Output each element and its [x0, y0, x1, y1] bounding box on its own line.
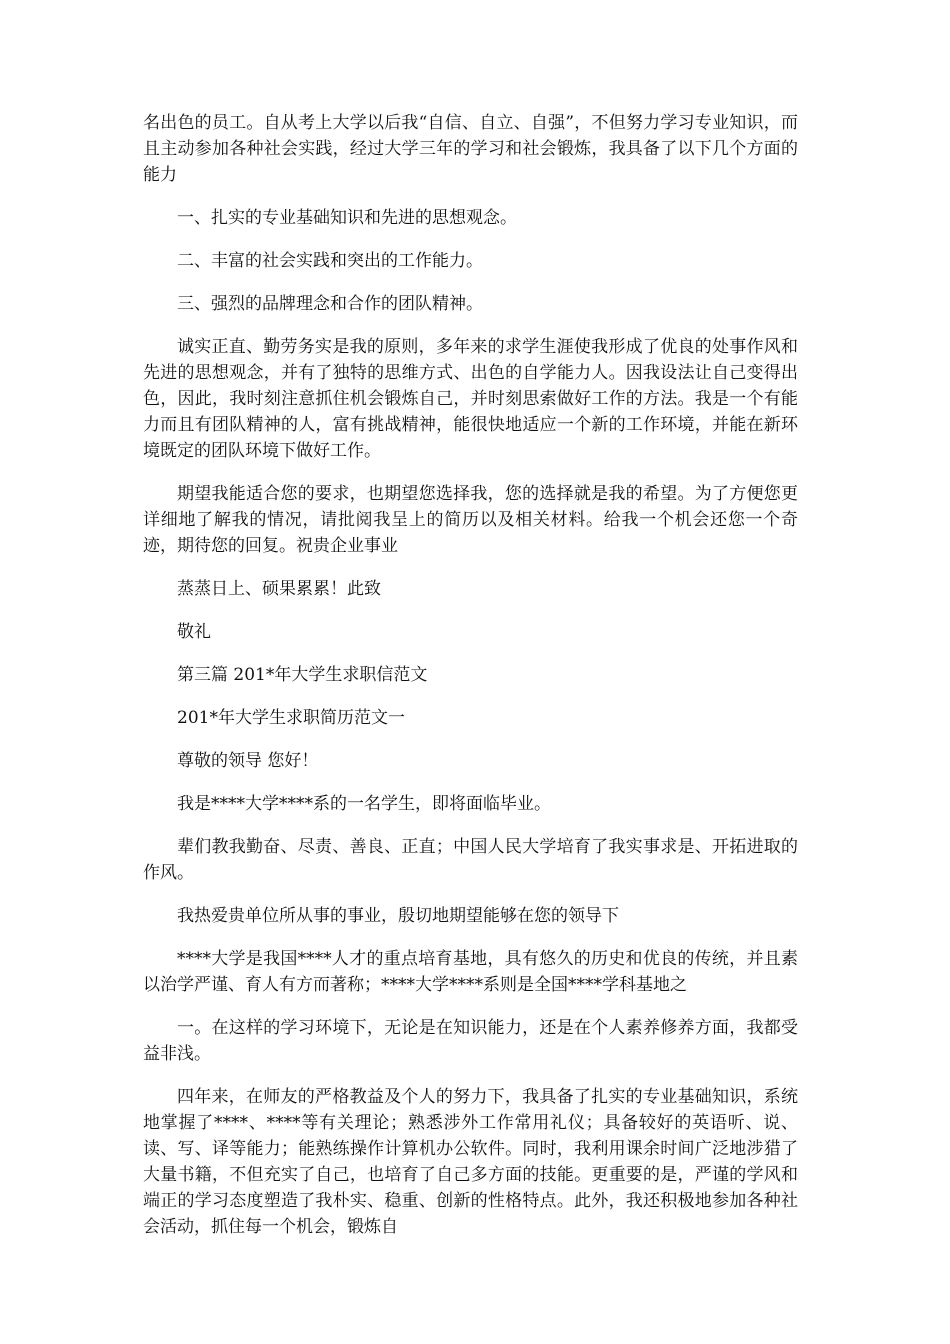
ability-item-3: 三、强烈的品牌理念和合作的团队精神。 [177, 294, 483, 314]
paragraph-teachers: 辈们教我勤奋、尽责、善良、正直；中国人民大学培育了我实事求是、开拓进取的作风。 [143, 837, 798, 883]
paragraph-passion: 我热爱贵单位所从事的事业，殷切地期望能够在您的领导下 [177, 906, 619, 926]
paragraph-principles: 诚实正直、勤劳务实是我的原则，多年来的求学生涯使我形成了优良的处事作风和先进的思想观念，并有了独特的思维方式、出色的自学能力人。因我设法让自己变得出色，因此，我时刻注意抓住机会锻炼自己，并时刻思索做好工作的方法。我是一个有能力而且有团队精神的人，富有挑战精神，能很快地适应一个新的工作环境，并能在新环境既定的团队环境下做好工作。 [143, 337, 798, 461]
ability-item-2: 二、丰富的社会实践和突出的工作能力。 [177, 251, 483, 271]
greeting: 尊敬的领导 您好！ [177, 751, 319, 771]
paragraph-intro: 我是****大学****系的一名学生，即将面临毕业。 [177, 794, 551, 814]
paragraph-university: ****大学是我国****人才的重点培育基地，具有悠久的历史和优良的传统，并且素以治学严谨、育人有方而著称；****大学****系则是全国****学科基地之 [143, 949, 798, 995]
paragraph-hope: 期望我能适合您的要求，也期望您选择我，您的选择就是我的希望。为了方便您更详细地了解我的情况，请批阅我呈上的简历以及相关材料。给我一个机会还您一个奇迹，期待您的回复。祝贵企业事业 [143, 484, 798, 556]
paragraph-environment: 一。在这样的学习环境下，无论是在知识能力，还是在个人素养修养方面，我都受益非浅。 [143, 1018, 798, 1064]
closing-salute: 敬礼 [177, 622, 211, 642]
section-heading: 第三篇 201*年大学生求职信范文 [177, 665, 428, 685]
closing-wish: 蒸蒸日上、硕果累累！此致 [177, 579, 381, 599]
paragraph-continuation: 名出色的员工。自从考上大学以后我“自信、自立、自强”，不但努力学习专业知识，而且主动参加各种社会实践，经过大学三年的学习和社会锻炼，我具备了以下几个方面的能力 [143, 113, 798, 185]
paragraph-four-years: 四年来，在师友的严格教益及个人的努力下，我具备了扎实的专业基础知识，系统地掌握了****、****等有关理论；熟悉涉外工作常用礼仪；具备较好的英语听、说、读、写、译等能力；能熟练操作计算机办公软件。同时，我利用课余时间广泛地涉猎了大量书籍，不但充实了自己，也培育了自己多方面的技能。更重要的是，严谨的学风和端正的学习态度塑造了我朴实、稳重、创新的性格特点。此外，我还积极地参加各种社会活动，抓住每一个机会，锻炼自 [143, 1087, 798, 1237]
document-page [143, 110, 798, 1257]
ability-item-1: 一、扎实的专业基础知识和先进的思想观念。 [177, 208, 517, 228]
section-subheading: 201*年大学生求职简历范文一 [177, 708, 405, 728]
